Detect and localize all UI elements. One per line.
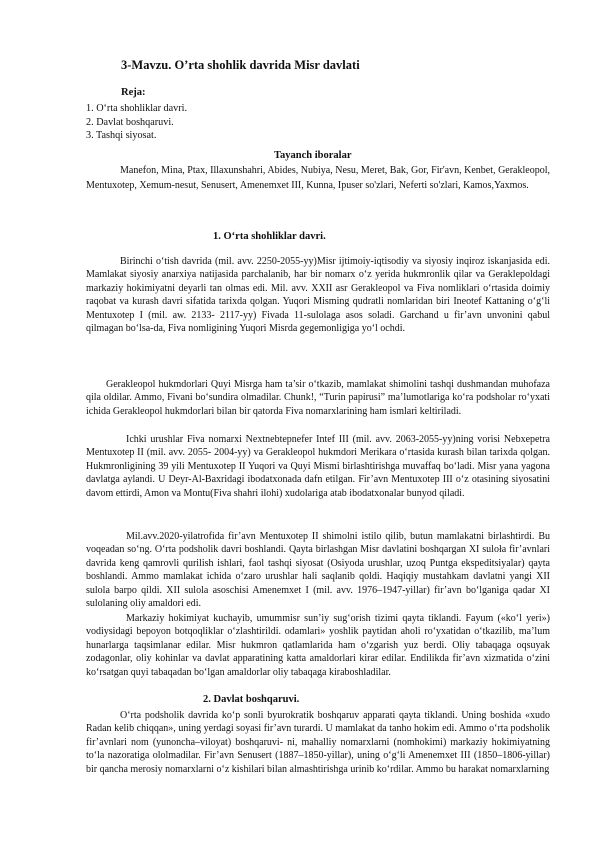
plan-item: 1. O‘rta shohliklar davri.: [86, 103, 187, 114]
section2-paragraph-1: O‘rta podsholik davrida ko‘p sonli byurokratik boshqaruv apparati qayta tiklandi. Uning boshida «xudo Radan kelib chiqqan», uning yerdagi soyasi fir’avn turardi. U mamlakat da tanho hokim edi. Ammo o‘rta podsholik fir’avnlari nom (yunoncha–viloyat) boshqaruvi- ni, mahalliy nomarxlarni (nomhokimi) markaziy hokimiyatning to‘la nazoratiga ololmadilar. Fir’avn Senusert (1887–1850-yillar), uning o‘g‘li Amenemxet III (1850–1806-yillar) bir qancha merosiy nomarxlarni o‘z kishilari bilan almashtirishga urinib ko‘rdilar. Ammo bu harakat nomarxlarning: [86, 710, 550, 775]
section1-paragraph-2: Gerakleopol hukmdorlari Quyi Misrga ham ta’sir o‘tkazib, mamlakat shimolini tashqi dushmandan muhofaza qila oldilar. Ammo, Fivani bo‘sundira olmadilar. Chunk!, “Turin papirusi” ma’lumotlariga ko‘ra podsholar ro‘yxati ichida Gerakleopol hukmdorlari bilan bir qatorda Fiva nomarxlarining ham ismlari keltiriladi.: [86, 379, 550, 417]
section2-heading: 2. Davlat boshqaruvi.: [203, 694, 300, 705]
section1-heading: 1. O‘rta shohliklar davri.: [213, 231, 326, 242]
key-terms-text: Manefon, Mina, Ptax, Illaxunshahri, Abides, Nubiya, Nesu, Meret, Bak, Gor, Fir'avn, Kenbet, Gerakleopol, Mentuxotep, Xemum-nesut, Senusert, Amenemxet III, Kunna, Ipuser so'zlari, Neferti so'zlari, Kamos,Yaxmos.: [86, 165, 550, 191]
key-terms-heading: Tayanch iboralar: [274, 150, 352, 161]
section1-paragraph-3: Ichki urushlar Fiva nomarxi Nextnebtepnefer Intef III (mil. avv. 2063-2055-yy)ning vorisi Nebxepetra Mentuxotep II (mil. avv. 2055- 2004-yy) va Gerakleopol hukmdori Merikara o‘rtasida kurash bilan tarixda qolgan. Hukmronligining 39 yili Mentuxotep II Yuqori va Quyi Mismi birlashtirishga muvaffaq bo‘ladi. Misr yana yagona davlatga aylandi. U Deyr-Al-Baxridagi ibodatxonada dafn etilgan. Fir’avn Mentuxotep III o‘z otasining siyosatini davom ettirdi, Amon va Montu(Fiva shahri ilohi) xudolariga atab ibodatxonalar bunyod qiladi.: [86, 434, 550, 499]
plan-item: 2. Davlat boshqaruvi.: [86, 116, 174, 128]
section1-paragraph-5: Markaziy hokimiyat kuchayib, umummisr sun’iy sug‘orish tizimi qayta tiklandi. Fayum («ko‘l yeri») vodiysidagi bepoyon botqoqliklar o‘zlashtirildi. odamlari» yoshlik paytidan aholi ro‘yxatidan o‘tkazilib, ma’lum hunarlarga taqsimlanar edilar. Misr hukmron qatlamlarida ham o‘zgarish yuz berdi. Oliy tabaqaga oqsuyak zodagonlar, oliy kohinlar va davlat apparatining katta amaldorlari kirar edilar. Endilikda fir’avn xizmatida o‘zini ko‘rsatgan quyi tabaqadan bo‘lgan amaldorlar oliy tabaqaga kiraboshladilar.: [86, 613, 550, 678]
plan-list: [86, 102, 187, 143]
plan-heading: Reja:: [121, 87, 146, 98]
section1-paragraph-1: Birinchi o‘tish davrida (mil. avv. 2250-2055-yy)Misr ijtimoiy-iqtisodiy va siyosiy inqiroz iskanjasida edi. Mamlakat siyosiy anarxiya natijasida parchalanib, har bir nomarx o‘z yerida hukmronlik qilar va Geraklepoldagi markaziy hokimiyatni deyarli tan olmas edi. Mil. avv. XXII asr Gerakleopol va Fiva nomliklari o‘rtasida doimiy raqobat va kurash davri sifatida tarixda qolgan. Yuqori Misming qudratli nomlaridan biri Ineotef Kattaning o‘g‘li Mentuxotep I (mil. aw. 2133- 2117-yy) Fivada 11-sulolaga asos soladi. Garchand u fir’avn unvonini qabul qilmagan bo‘lsa-da, Fiva nomligining Yuqori Misrda gegemonligiga yo‘l ochdi.: [86, 256, 550, 335]
plan-item: 3. Tashqi siyosat.: [86, 130, 157, 141]
section1-paragraph-4: Mil.avv.2020-yilatrofida fir’avn Mentuxotep II shimolni istilo qilib, butun mamlakatni birlashtirdi. Bu voqeadan so‘ng. O‘rta podsholik davri boshlandi. Qayta birlashgan Misr davlatini boshqargan XI suloła fir’avnlari davrida keng qamrovli qurilish ishlari, faol tashqi siyosat (Osiyoda urushlar, uzoq Puntga ekspeditsiyalar) qayta boshlandi. Ammo mamlakat ichida o‘zaro urushlar hali saqlanib qoldi. Haqiqiy mustahkam davlatni yangi XII sulola barpo qildi. XII sulola asoschisi Amenemxet I (mil. avv. 1976–1947-yillar) fir’avn bo‘lganiga qadar XI sulolaning oliy amaldori edi.: [86, 531, 550, 610]
page-title: 3-Mavzu. O’rta shohlik davrida Misr davlati: [121, 58, 360, 72]
